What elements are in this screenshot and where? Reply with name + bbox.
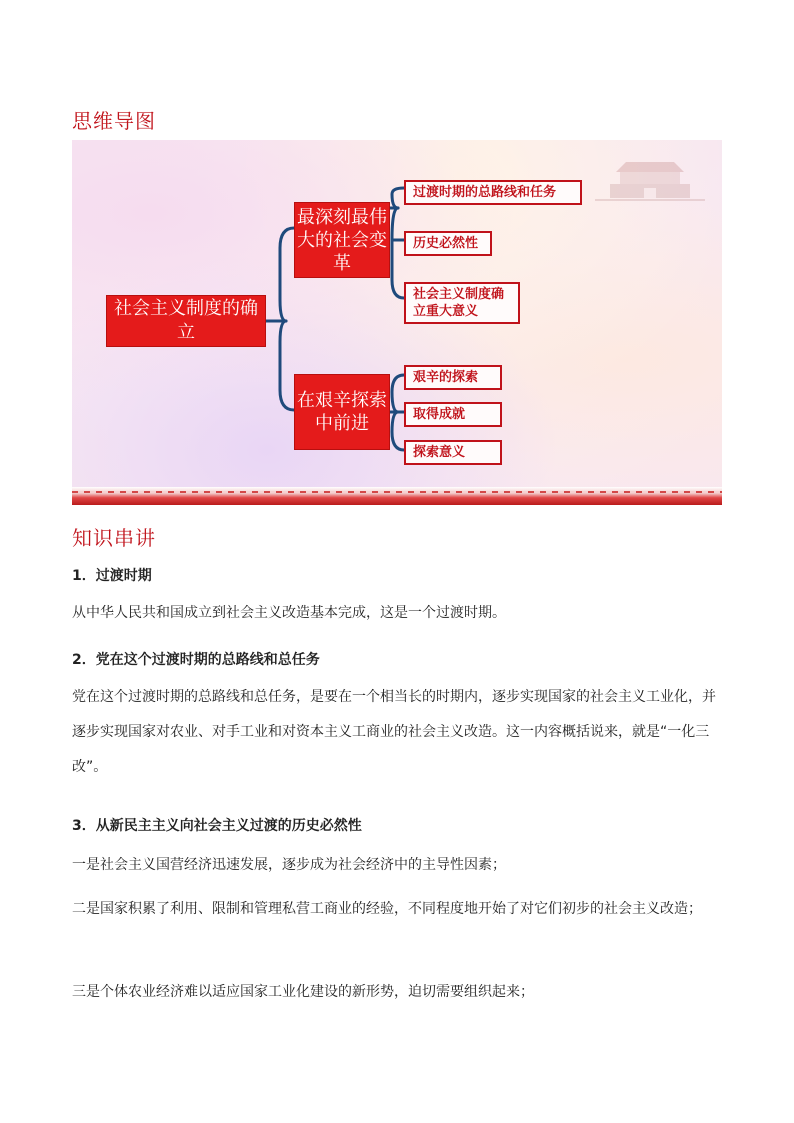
- paragraph-reason-one: 一是社会主义国营经济迅速发展，逐步成为社会经济中的主导性因素；: [72, 857, 506, 873]
- paragraph-reason-two: 二是国家积累了利用、限制和管理私营工商业的经验，不同程度地开始了对它们初步的社会主义改造；: [72, 901, 702, 917]
- mindmap-leaf-arduous-exploration: 艰辛的探索: [404, 365, 502, 390]
- mindmap-branch-social-change: 最深刻最伟大的社会变革: [294, 202, 390, 278]
- mindmap-leaf-general-line: 过渡时期的总路线和任务: [404, 180, 582, 205]
- paragraph-general-line: 党在这个过渡时期的总路线和总任务，是要在一个相当长的时期内，逐步实现国家的社会主义工业化，并逐步实现国家对农业、对手工业和对资本主义工商业的社会主义改造。这一内容概括说来，就是“一化三改”。: [72, 689, 716, 775]
- heading-historical-necessity: 3．从新民主主义向社会主义过渡的历史必然性: [72, 818, 362, 834]
- decorative-stripe: [72, 487, 722, 505]
- paragraph-reason-three: 三是个体农业经济难以适应国家工业化建设的新形势，迫切需要组织起来；: [72, 984, 534, 1000]
- section-title-knowledge: 知识串讲: [72, 526, 156, 550]
- mindmap-leaf-historical-necessity: 历史必然性: [404, 231, 492, 256]
- heading-general-line: 2．党在这个过渡时期的总路线和总任务: [72, 652, 320, 668]
- section-title-mindmap: 思维导图: [72, 109, 156, 133]
- mindmap-leaf-achievements: 取得成就: [404, 402, 502, 427]
- mindmap-leaf-meaning: 探索意义: [404, 440, 502, 465]
- heading-transition-period: 1．过渡时期: [72, 568, 152, 584]
- mind-map: [72, 140, 722, 505]
- mindmap-root-node: 社会主义制度的确立: [106, 295, 266, 347]
- mindmap-branch-exploration: 在艰辛探索中前进: [294, 374, 390, 450]
- mindmap-leaf-significance: 社会主义制度确立重大意义: [404, 282, 520, 324]
- paragraph-transition-period: 从中华人民共和国成立到社会主义改造基本完成，这是一个过渡时期。: [72, 605, 506, 621]
